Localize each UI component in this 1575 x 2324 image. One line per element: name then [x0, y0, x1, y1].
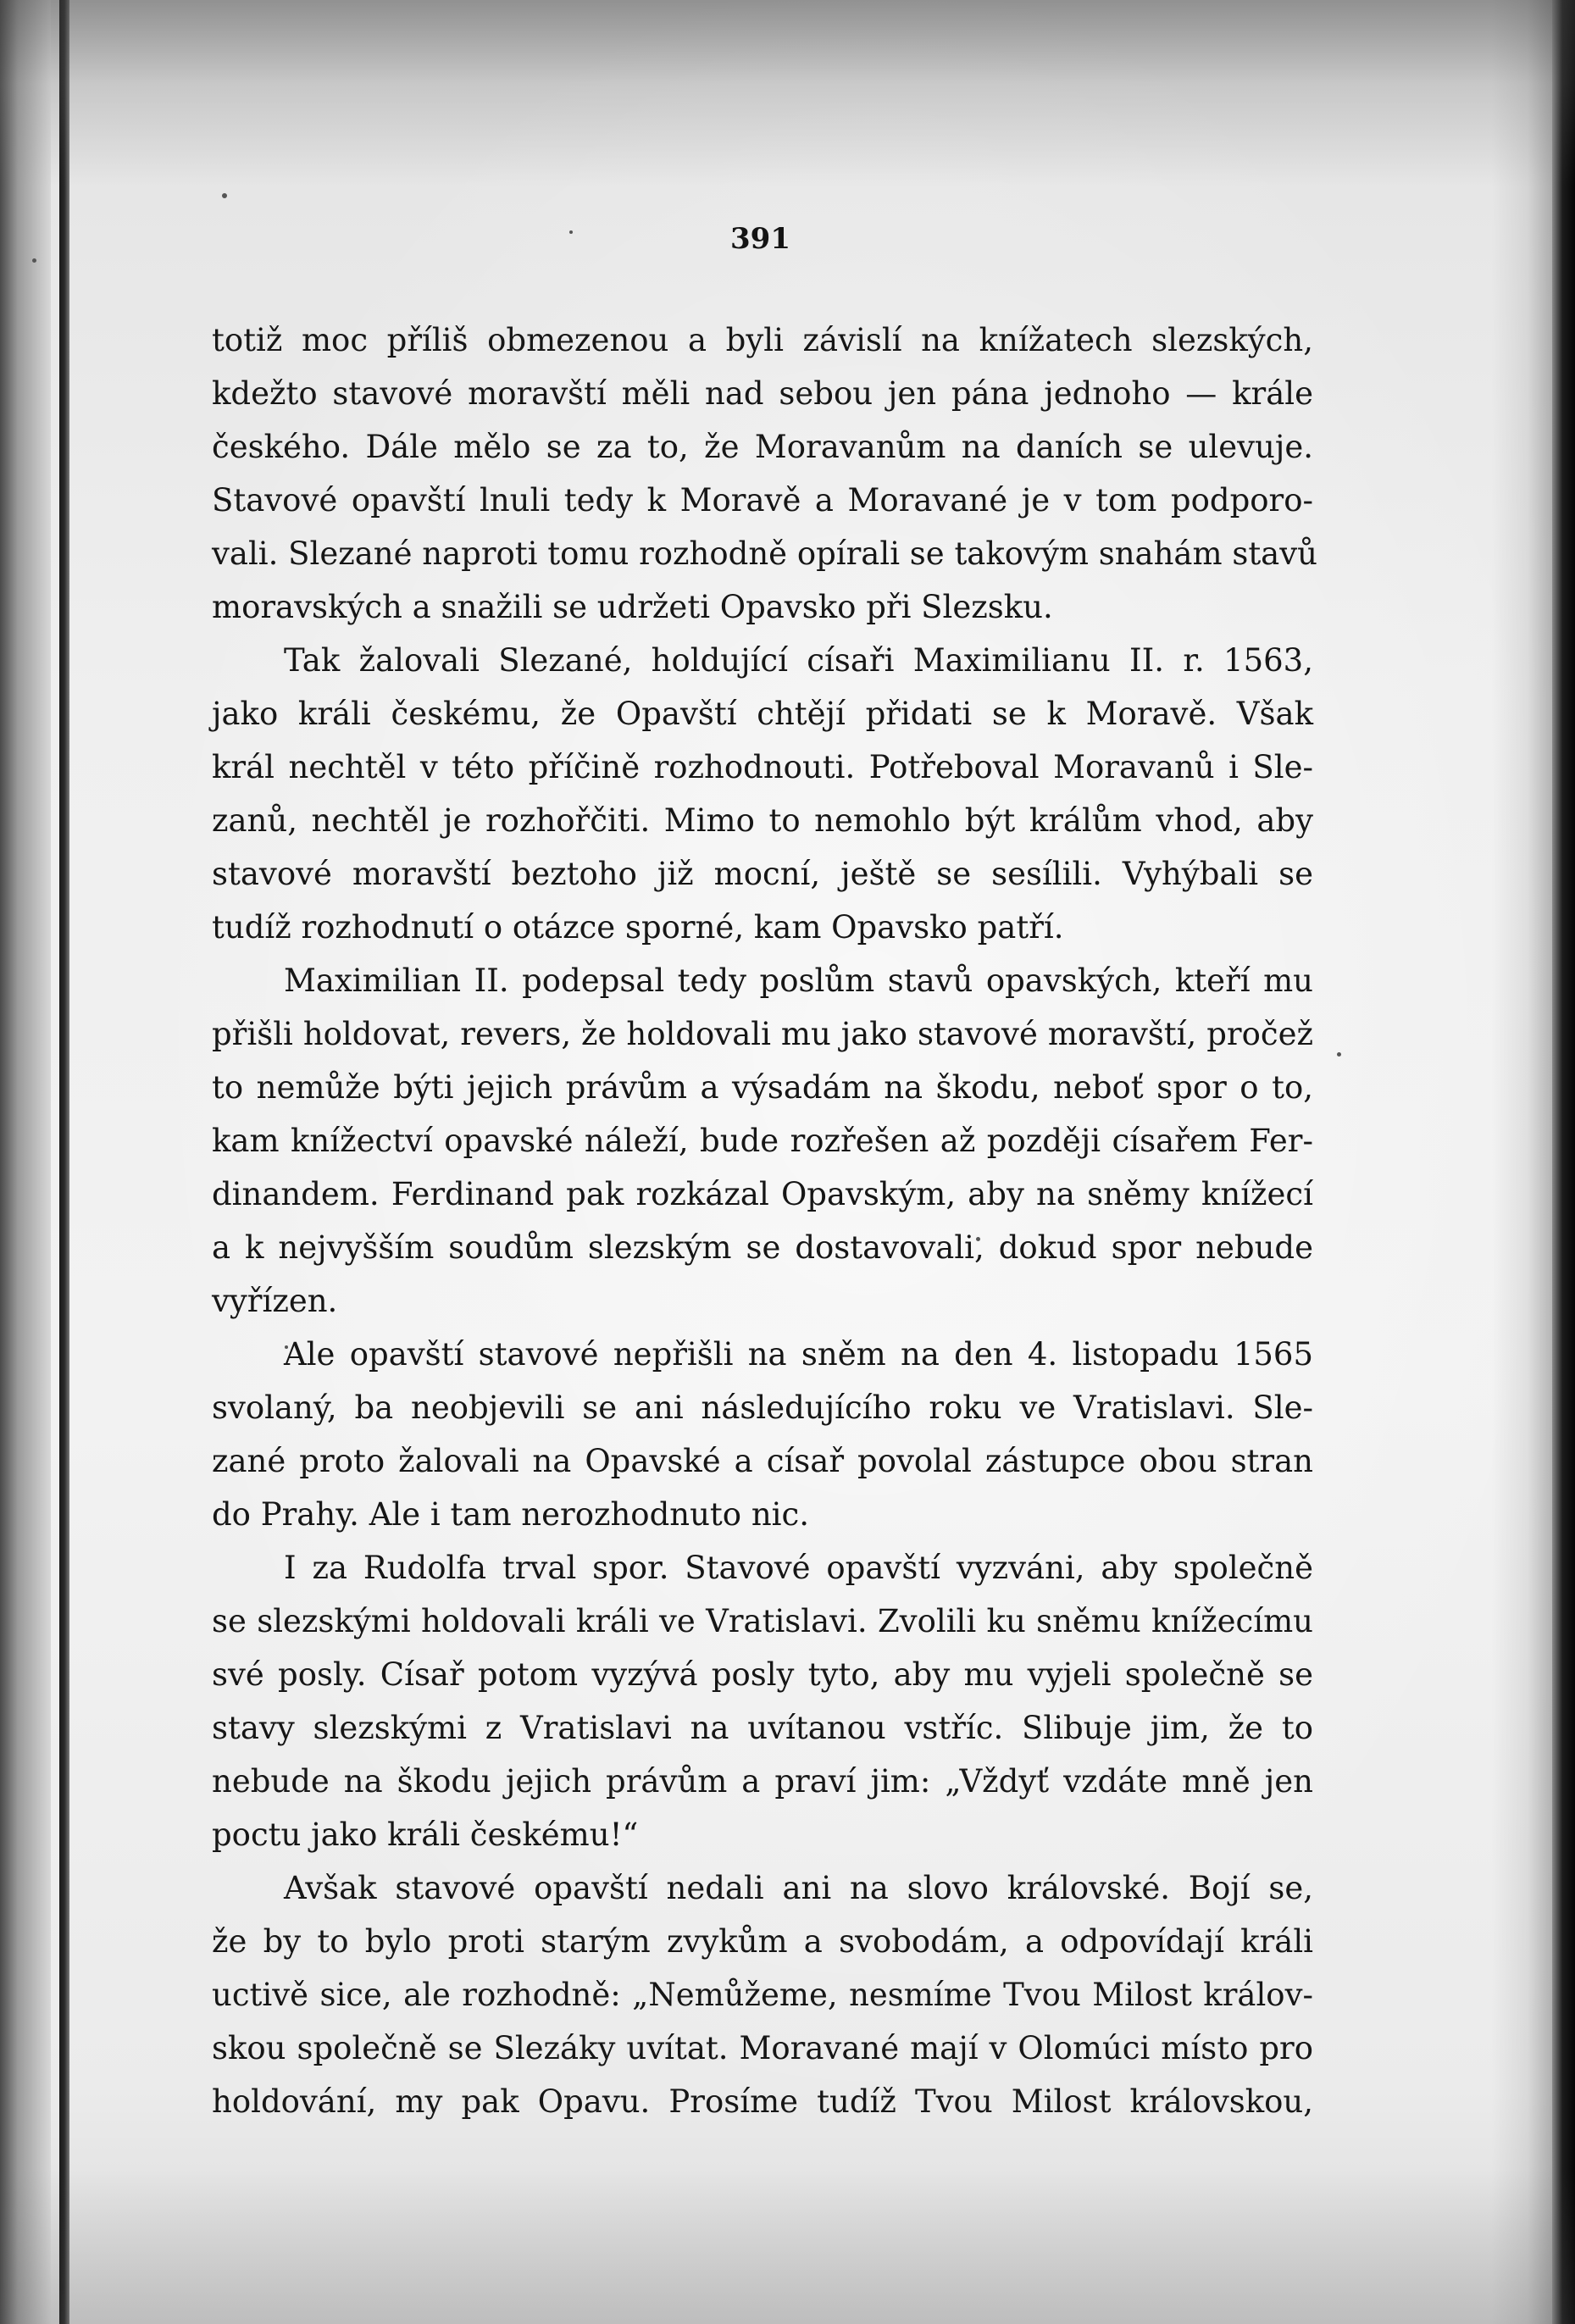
text-line: vyřízen. — [212, 1283, 338, 1319]
text-line: poctu jako králi českému!“ — [212, 1816, 639, 1853]
page-number: 391 — [730, 222, 790, 256]
left-book-edge — [59, 0, 69, 2324]
text-line: do Prahy. Ale i tam nerozhodnuto nic. — [212, 1496, 809, 1533]
paragraph — [212, 313, 1317, 634]
dust-speck — [222, 193, 227, 198]
text-line: skou společně se Slezáky uvítat. Moravané mají v Olomúci místo pro — [212, 2030, 1313, 2066]
text-line: stavy slezskými z Vratislavi na uvítanou vstříc. Slibuje jim, že to — [212, 1710, 1313, 1746]
text-line: uctivě sice, ale rozhodně: „Nemůžeme, nesmíme Tvou Milost králov- — [212, 1977, 1313, 2013]
text-line: to nemůže býti jejich právům a výsadám na škodu, neboť spor o to, — [212, 1069, 1313, 1106]
text-line: Ale opavští stavové nepřišli na sněm na den 4. listopadu 1565 — [284, 1336, 1313, 1373]
right-gutter-shadow — [1491, 0, 1552, 2324]
paragraph — [212, 1541, 1313, 1861]
text-line: že by to bylo proti starým zvykům a svobodám, a odpovídají králi — [212, 1923, 1313, 1960]
text-line: jako králi českému, že Opavští chtějí přidati se k Moravě. Však — [212, 696, 1313, 732]
text-line: tudíž rozhodnutí o otázce sporné, kam Opavsko patří. — [212, 909, 1064, 946]
text-line: moravských a snažili se udržeti Opavsko při Slezsku. — [212, 589, 1053, 625]
paragraph — [212, 634, 1313, 954]
paragraph — [212, 1328, 1313, 1541]
text-line: Maximilian II. podepsal tedy poslům stavů opavských, kteří mu — [284, 962, 1313, 999]
text-line: kdežto stavové moravští měli nad sebou jen pána jednoho — krále — [212, 375, 1313, 412]
text-line: stavové moravští beztoho již mocní, ještě se sesílili. Vyhýbali se — [212, 856, 1313, 892]
text-line: Avšak stavové opavští nedali ani na slovo královské. Bojí se, — [284, 1870, 1313, 1906]
text-line: kam knížectví opavské náleží, bude rozřešen až později císařem Fer- — [212, 1123, 1313, 1159]
text-line: se slezskými holdovali králi ve Vratislavi. Zvolili ku sněmu knížecímu — [212, 1603, 1313, 1639]
paragraph — [212, 1861, 1313, 2128]
text-line: českého. Dále mělo se za to, že Moravanům na daních se ulevuje. — [212, 429, 1313, 465]
text-line: I za Rudolfa trval spor. Stavové opavští vyzváni, aby společně — [284, 1550, 1313, 1586]
right-book-edge — [1552, 0, 1575, 2324]
dust-speck — [32, 258, 36, 263]
text-line: zanů, nechtěl je rozhořčiti. Mimo to nemohlo být králům vhod, aby — [212, 802, 1313, 839]
dust-speck — [1337, 1052, 1341, 1057]
text-line: dinandem. Ferdinand pak rozkázal Opavským, aby na sněmy knížecí — [212, 1176, 1313, 1212]
text-line: zané proto žalovali na Opavské a císař povolal zástupce obou stran — [212, 1443, 1313, 1479]
text-line: a k nejvyšším soudům slezským se dostavovali, dokud spor nebude — [212, 1229, 1313, 1266]
text-line: totiž moc příliš obmezenou a byli závislí na knížatech slezských, — [212, 322, 1313, 358]
dust-speck — [569, 230, 573, 234]
text-body — [212, 313, 1317, 2128]
text-line: král nechtěl v této příčině rozhodnouti. Potřeboval Moravanů i Sle- — [212, 749, 1313, 785]
text-line: nebude na škodu jejich právům a praví jim: „Vždyť vzdáte mně jen — [212, 1763, 1313, 1800]
text-line: Tak žalovali Slezané, holdující císaři Maximilianu II. r. 1563, — [284, 642, 1313, 679]
left-margin-shadow — [0, 0, 51, 2324]
text-line: vali. Slezané naproti tomu rozhodně opírali se takovým snahám stavů — [212, 535, 1317, 572]
text-line: svolaný, ba neobjevili se ani následujícího roku ve Vratislavi. Sle- — [212, 1389, 1313, 1426]
text-line: Stavové opavští lnuli tedy k Moravě a Moravané je v tom podporo- — [212, 482, 1313, 519]
top-scan-shade — [0, 0, 1575, 186]
text-line: své posly. Císař potom vyzývá posly tyto, aby mu vyjeli společně se — [212, 1656, 1313, 1693]
paragraph — [212, 954, 1313, 1328]
text-line: holdování, my pak Opavu. Prosíme tudíž Tvou Milost královskou, — [212, 2083, 1313, 2120]
text-line: přišli holdovat, revers, že holdovali mu jako stavové moravští, pročež — [212, 1016, 1313, 1052]
bottom-scan-shade — [0, 2169, 1575, 2324]
